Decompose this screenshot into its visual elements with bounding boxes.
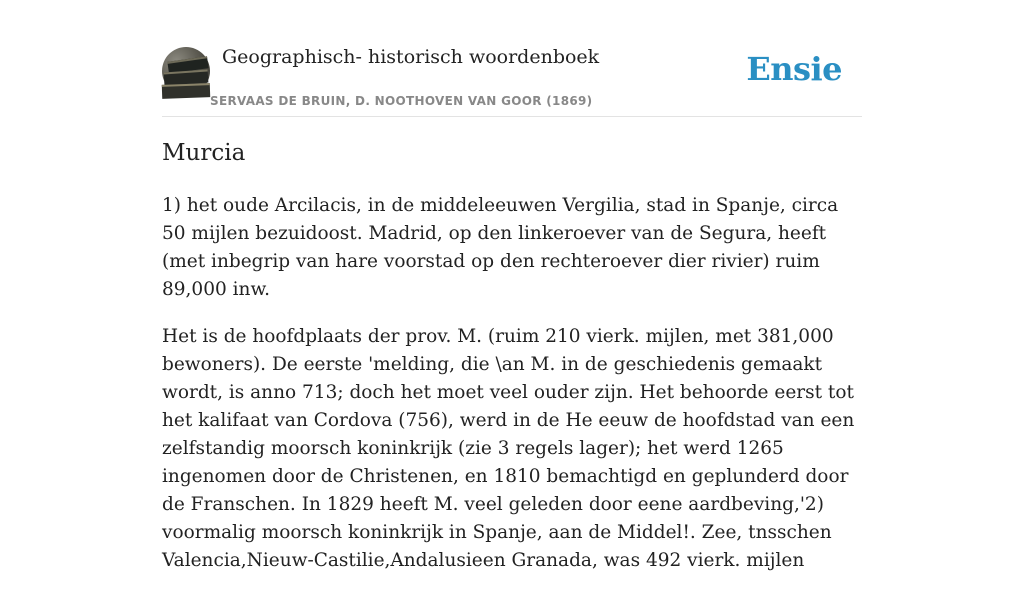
book-stack-icon[interactable]: [162, 47, 210, 95]
dictionary-title-link[interactable]: Geographisch- historisch woordenboek: [222, 46, 600, 68]
dictionary-header: [162, 44, 862, 117]
entry-paragraph: Het is de hoofdplaats der prov. M. (ruim 210 vierk. mijlen, met 381,000 bewoners). De eerste 'melding, die \an M. in de geschiedenis gemaakt wordt, is anno 713; doch het moet veel ouder zijn. Het behoorde eerst tot het kalifaat van Cordova (756), werd in de He eeuw de hoofdstad van een zelfstandig moorsch koninkrijk (zie 3 regels lager); het werd 1265 ingenomen door de Christenen, en 1810 bemachtigd en geplunderd door de Franschen. In 1829 heeft M. veel geleden door eene aardbeving,'2) voormalig moorsch koninkrijk in Spanje, aan de Middel!. Zee, tnsschen Valencia,Nieuw-Castilie,Andalusieen Granada, was 492 vierk. mijlen: [162, 326, 855, 571]
ensie-logo[interactable]: Ensie: [746, 50, 842, 88]
dictionary-authors: SERVAAS DE BRUIN, D. NOOTHOVEN VAN GOOR (1869): [210, 94, 593, 108]
entry-paragraph: 1) het oude Arcilacis, in de middeleeuwen Vergilia, stad in Spanje, circa 50 mijlen bezuidoost. Madrid, op den linkeroever van de Segura, heeft (met inbegrip van hare voorstad op den rechteroever dier rivier) ruim 89,000 inw.: [162, 195, 839, 300]
entry-body: [162, 192, 867, 594]
entry-title: Murcia: [162, 140, 246, 166]
